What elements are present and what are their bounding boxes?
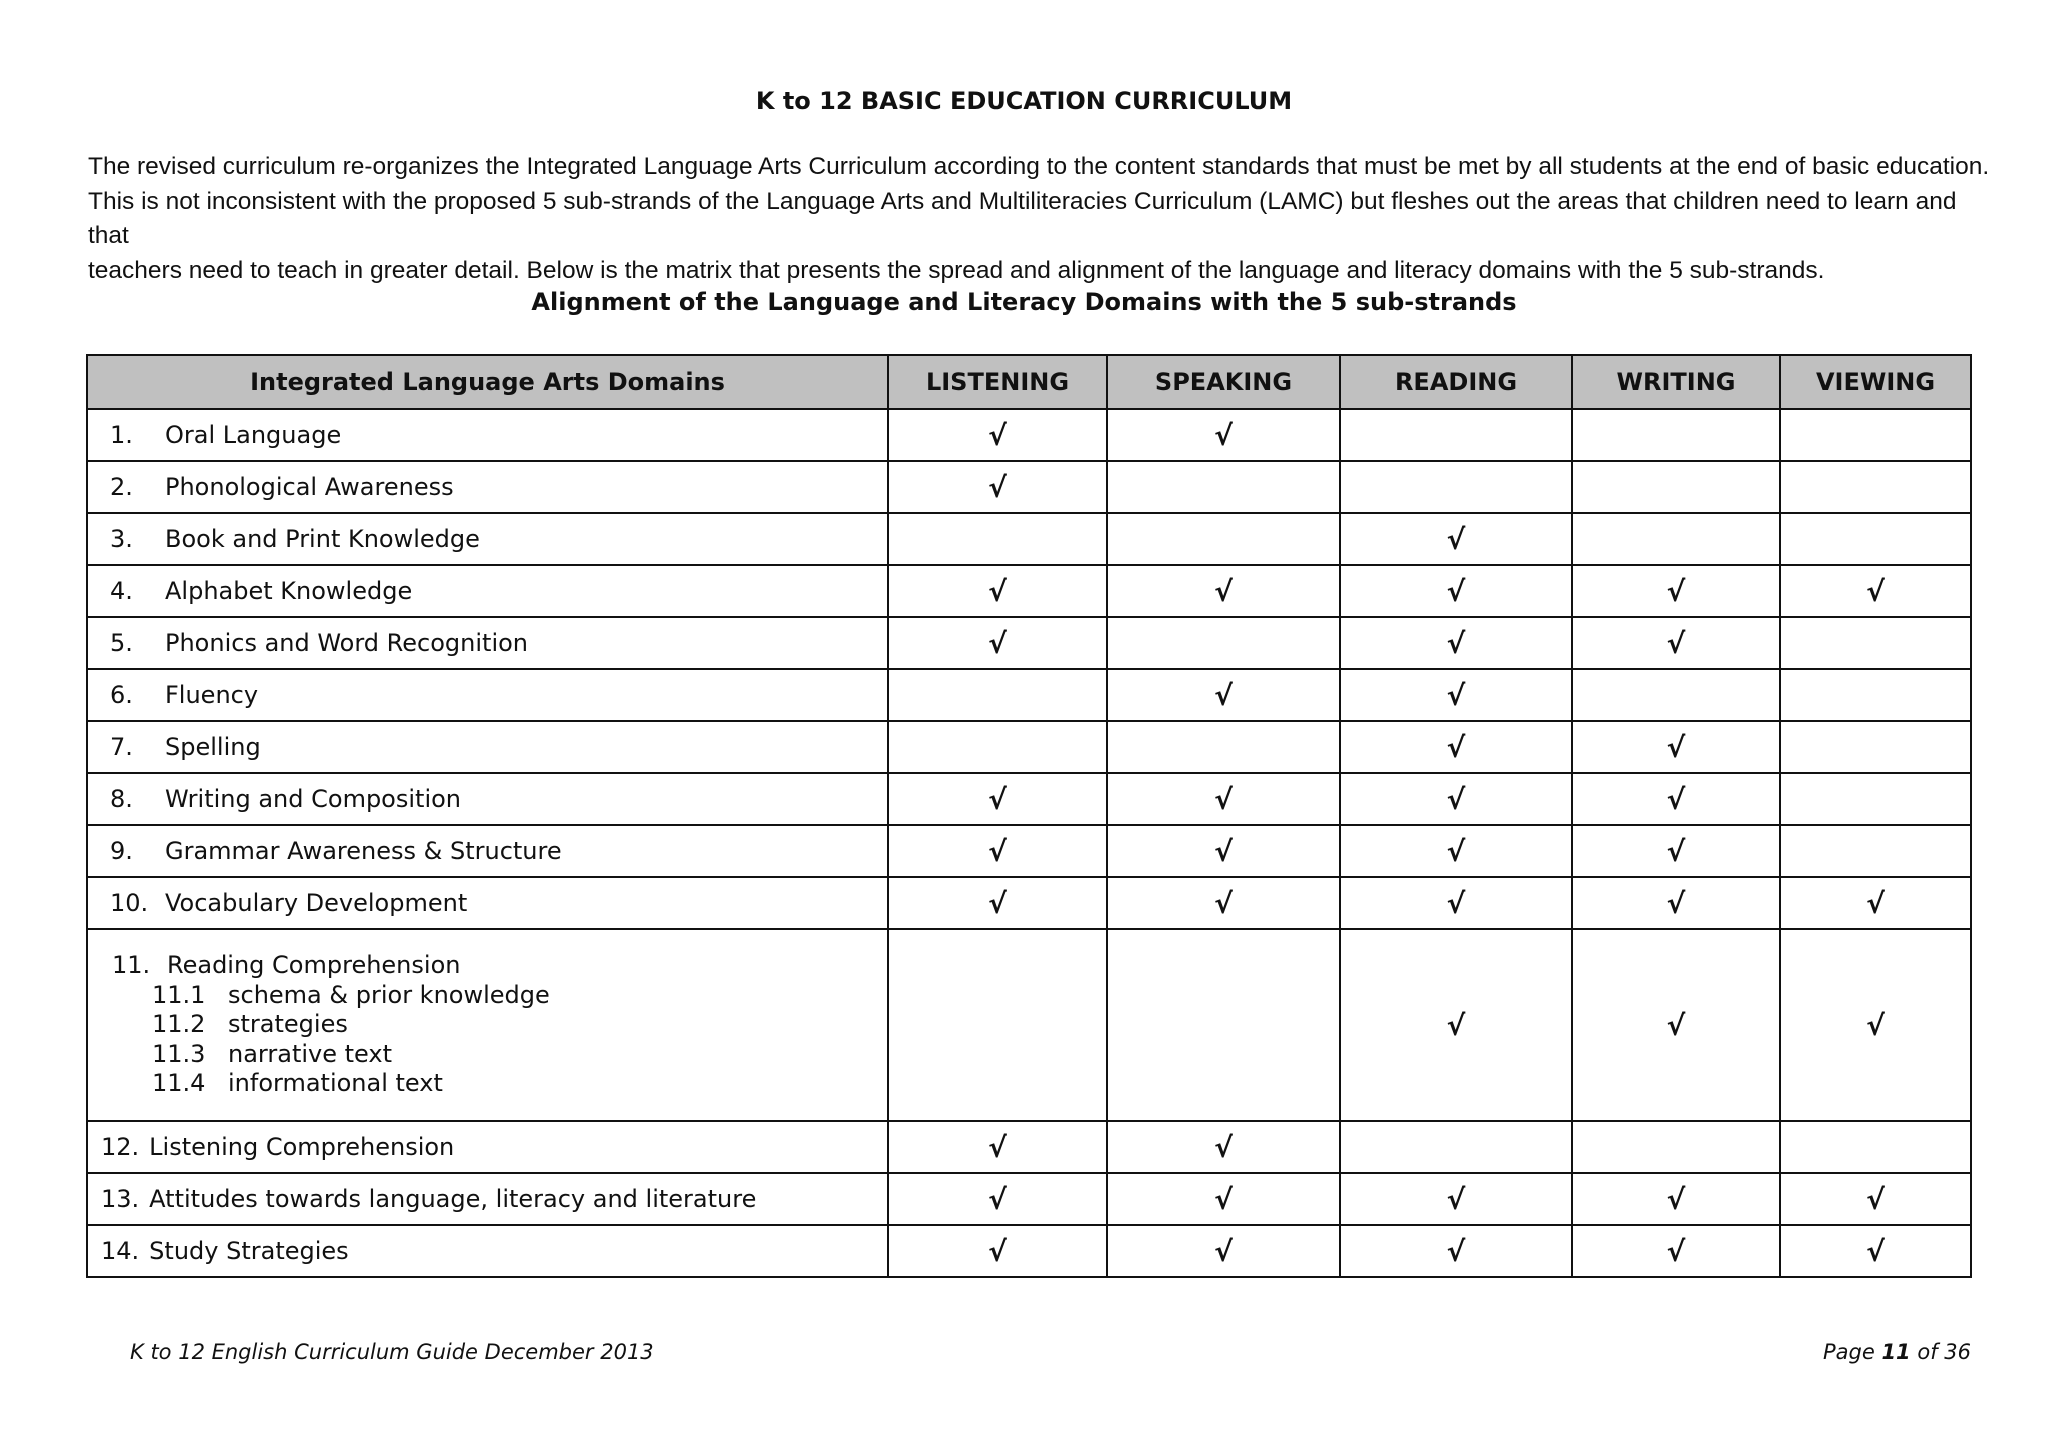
domain-number: 5. [110, 629, 133, 657]
domain-cell [87, 565, 888, 617]
check-mark-icon: √ [988, 1182, 1007, 1216]
speaking-check-cell [1107, 877, 1340, 929]
check-mark-icon: √ [1446, 1008, 1466, 1042]
page-title: K to 12 BASIC EDUCATION CURRICULUM [755, 87, 1293, 115]
writing-check-cell [1572, 409, 1780, 461]
domain-label: Alphabet Knowledge [165, 577, 413, 605]
domain-cell [87, 1173, 888, 1225]
viewing-check-cell [1780, 513, 1971, 565]
footer-page-prefix: Page [1822, 1340, 1882, 1364]
writing-check-cell [1572, 929, 1780, 1121]
reading-check-cell [1340, 929, 1572, 1121]
table-title: Alignment of the Language and Literacy Domains with the 5 sub-strands [531, 288, 1517, 316]
table-row [87, 1173, 1971, 1225]
speaking-check-cell [1107, 617, 1340, 669]
subitem-label: informational text [228, 1069, 443, 1098]
table-row [87, 409, 1971, 461]
viewing-check-cell [1780, 565, 1971, 617]
listening-check-cell [888, 409, 1107, 461]
writing-check-cell [1572, 1225, 1780, 1277]
viewing-check-cell [1780, 929, 1971, 1121]
writing-check-cell [1572, 1173, 1780, 1225]
check-mark-icon: √ [1666, 1182, 1686, 1216]
reading-check-cell [1340, 1173, 1572, 1225]
viewing-check-cell [1780, 721, 1971, 773]
table-row [87, 877, 1971, 929]
domain-subitem [112, 1040, 887, 1070]
check-mark-icon: √ [1866, 574, 1885, 608]
footer-guide-title: K to 12 English Curriculum Guide December 2013 [130, 1340, 654, 1364]
domain-number: 7. [110, 733, 133, 761]
check-mark-icon: √ [988, 418, 1007, 452]
subitem-number: 11.4 [152, 1069, 206, 1098]
reading-check-cell [1340, 565, 1572, 617]
footer-current-page: 11 [1881, 1340, 1911, 1364]
writing-check-cell [1572, 513, 1780, 565]
subitem-label: narrative text [228, 1039, 392, 1068]
speaking-check-cell [1107, 1121, 1340, 1173]
writing-check-cell [1572, 773, 1780, 825]
table-row [87, 617, 1971, 669]
domain-number: 2. [110, 473, 133, 501]
speaking-check-cell [1107, 461, 1340, 513]
domain-label: Study Strategies [149, 1237, 349, 1265]
domain-number: 11. [112, 951, 151, 980]
domain-cell [87, 825, 888, 877]
viewing-check-cell [1780, 1173, 1971, 1225]
listening-check-cell [888, 669, 1107, 721]
table-row [87, 669, 1971, 721]
check-mark-icon: √ [1666, 626, 1686, 660]
writing-check-cell [1572, 721, 1780, 773]
listening-check-cell [888, 1225, 1107, 1277]
domain-subitem [112, 981, 887, 1011]
check-mark-icon: √ [988, 626, 1007, 660]
header-listening: LISTENING [888, 355, 1107, 409]
check-mark-icon: √ [1214, 1234, 1233, 1268]
speaking-check-cell [1107, 825, 1340, 877]
domain-label: Writing and Composition [165, 785, 462, 813]
check-mark-icon: √ [988, 1234, 1007, 1268]
check-mark-icon: √ [988, 574, 1007, 608]
table-row [87, 1225, 1971, 1277]
check-mark-icon: √ [1866, 886, 1885, 920]
speaking-check-cell [1107, 929, 1340, 1121]
speaking-check-cell [1107, 721, 1340, 773]
header-viewing: VIEWING [1780, 355, 1971, 409]
reading-check-cell [1340, 461, 1572, 513]
header-domains: Integrated Language Arts Domains [87, 355, 888, 409]
domain-number: 6. [110, 681, 133, 709]
subitem-label: strategies [228, 1010, 348, 1039]
listening-check-cell [888, 617, 1107, 669]
listening-check-cell [888, 929, 1107, 1121]
reading-check-cell [1340, 409, 1572, 461]
speaking-check-cell [1107, 409, 1340, 461]
intro-line: The revised curriculum re-organizes the Integrated Language Arts Curriculum according to the content standards that must be met by all students at the end of basic education. [88, 153, 1990, 180]
writing-check-cell [1572, 617, 1780, 669]
domain-cell [87, 617, 888, 669]
check-mark-icon: √ [1214, 834, 1233, 868]
check-mark-icon: √ [988, 1130, 1007, 1164]
reading-check-cell [1340, 773, 1572, 825]
check-mark-icon: √ [1666, 730, 1686, 764]
domain-label: Grammar Awareness & Structure [165, 837, 562, 865]
header-writing: WRITING [1572, 355, 1780, 409]
viewing-check-cell [1780, 1225, 1971, 1277]
domain-label: Vocabulary Development [165, 889, 468, 917]
viewing-check-cell [1780, 669, 1971, 721]
header-speaking: SPEAKING [1107, 355, 1340, 409]
check-mark-icon: √ [1666, 574, 1686, 608]
check-mark-icon: √ [1446, 834, 1466, 868]
speaking-check-cell [1107, 773, 1340, 825]
table-row [87, 825, 1971, 877]
domain-cell [87, 929, 888, 1121]
domain-cell [87, 513, 888, 565]
alignment-matrix-table [86, 354, 1972, 1278]
intro-paragraph [88, 150, 1993, 288]
domain-label: Phonological Awareness [165, 473, 454, 501]
check-mark-icon: √ [1866, 1234, 1885, 1268]
domain-number: 10. [110, 889, 149, 917]
footer-page-suffix: of 36 [1910, 1340, 1971, 1364]
domain-label: Phonics and Word Recognition [165, 629, 528, 657]
check-mark-icon: √ [1446, 678, 1466, 712]
check-mark-icon: √ [1666, 782, 1686, 816]
subitem-label: schema & prior knowledge [228, 980, 550, 1009]
check-mark-icon: √ [1666, 834, 1686, 868]
footer-page-number [1823, 1340, 1971, 1364]
reading-check-cell [1340, 877, 1572, 929]
domain-label: Book and Print Knowledge [165, 525, 480, 553]
writing-check-cell [1572, 461, 1780, 513]
check-mark-icon: √ [1214, 418, 1233, 452]
check-mark-icon: √ [1214, 574, 1233, 608]
domain-cell [87, 461, 888, 513]
reading-check-cell [1340, 1225, 1572, 1277]
table-body [87, 409, 1971, 1277]
table-row [87, 1121, 1971, 1173]
writing-check-cell [1572, 1121, 1780, 1173]
check-mark-icon: √ [1446, 782, 1466, 816]
viewing-check-cell [1780, 825, 1971, 877]
listening-check-cell [888, 1173, 1107, 1225]
domain-cell [87, 877, 888, 929]
domain-heading [112, 951, 887, 981]
viewing-check-cell [1780, 877, 1971, 929]
listening-check-cell [888, 565, 1107, 617]
domain-cell [87, 773, 888, 825]
domain-number: 13. [101, 1185, 140, 1213]
listening-check-cell [888, 825, 1107, 877]
subitem-number: 11.2 [152, 1010, 206, 1039]
check-mark-icon: √ [1446, 1234, 1466, 1268]
domain-number: 4. [110, 577, 133, 605]
check-mark-icon: √ [1666, 1234, 1686, 1268]
check-mark-icon: √ [988, 470, 1007, 504]
listening-check-cell [888, 461, 1107, 513]
writing-check-cell [1572, 565, 1780, 617]
speaking-check-cell [1107, 669, 1340, 721]
check-mark-icon: √ [1666, 886, 1686, 920]
domain-label: Fluency [165, 681, 259, 709]
check-mark-icon: √ [1446, 730, 1466, 764]
viewing-check-cell [1780, 461, 1971, 513]
domain-number: 1. [110, 421, 133, 449]
listening-check-cell [888, 721, 1107, 773]
listening-check-cell [888, 877, 1107, 929]
check-mark-icon: √ [1446, 886, 1466, 920]
table-row [87, 721, 1971, 773]
domain-number: 9. [110, 837, 133, 865]
listening-check-cell [888, 773, 1107, 825]
listening-check-cell [888, 513, 1107, 565]
writing-check-cell [1572, 877, 1780, 929]
check-mark-icon: √ [1446, 522, 1466, 556]
table-row [87, 513, 1971, 565]
check-mark-icon: √ [988, 834, 1007, 868]
viewing-check-cell [1780, 409, 1971, 461]
domain-label: Oral Language [165, 421, 342, 449]
domain-number: 12. [101, 1133, 140, 1161]
domain-subitem [112, 1010, 887, 1040]
check-mark-icon: √ [988, 782, 1007, 816]
viewing-check-cell [1780, 1121, 1971, 1173]
check-mark-icon: √ [1666, 1008, 1686, 1042]
domain-cell [87, 1121, 888, 1173]
reading-check-cell [1340, 669, 1572, 721]
speaking-check-cell [1107, 1173, 1340, 1225]
check-mark-icon: √ [1866, 1182, 1885, 1216]
check-mark-icon: √ [1214, 678, 1233, 712]
domain-label: Attitudes towards language, literacy and literature [149, 1185, 757, 1213]
domain-number: 14. [101, 1237, 140, 1265]
check-mark-icon: √ [1214, 782, 1233, 816]
table-row [87, 773, 1971, 825]
check-mark-icon: √ [1446, 574, 1466, 608]
check-mark-icon: √ [1866, 1008, 1885, 1042]
domain-label: Listening Comprehension [149, 1133, 455, 1161]
listening-check-cell [888, 1121, 1107, 1173]
speaking-check-cell [1107, 513, 1340, 565]
reading-check-cell [1340, 617, 1572, 669]
reading-check-cell [1340, 825, 1572, 877]
domain-number: 3. [110, 525, 133, 553]
domain-cell [87, 721, 888, 773]
domain-cell [87, 1225, 888, 1277]
writing-check-cell [1572, 669, 1780, 721]
speaking-check-cell [1107, 1225, 1340, 1277]
check-mark-icon: √ [988, 886, 1007, 920]
writing-check-cell [1572, 825, 1780, 877]
intro-line: This is not inconsistent with the proposed 5 sub-strands of the Language Arts and Multiliteracies Curriculum (LAMC) but fleshes out the areas that children need to learn and that [88, 187, 1957, 249]
speaking-check-cell [1107, 565, 1340, 617]
reading-check-cell [1340, 721, 1572, 773]
domain-cell [87, 409, 888, 461]
domain-subitem [112, 1069, 887, 1099]
check-mark-icon: √ [1446, 626, 1466, 660]
domain-cell [87, 669, 888, 721]
table-row [87, 565, 1971, 617]
table-row [87, 461, 1971, 513]
viewing-check-cell [1780, 617, 1971, 669]
viewing-check-cell [1780, 773, 1971, 825]
reading-check-cell [1340, 1121, 1572, 1173]
reading-check-cell [1340, 513, 1572, 565]
intro-line: teachers need to teach in greater detail. Below is the matrix that presents the spread and alignment of the language and literacy domains with the 5 sub-strands. [88, 256, 1825, 284]
subitem-number: 11.3 [152, 1039, 206, 1068]
check-mark-icon: √ [1446, 1182, 1466, 1216]
header-reading: READING [1340, 355, 1572, 409]
check-mark-icon: √ [1214, 886, 1233, 920]
table-row [87, 929, 1971, 1121]
domain-label: Reading Comprehension [167, 951, 461, 980]
check-mark-icon: √ [1214, 1182, 1233, 1216]
subitem-number: 11.1 [152, 980, 206, 1009]
table-header-row [87, 355, 1971, 409]
domain-label: Spelling [165, 733, 261, 761]
check-mark-icon: √ [1214, 1130, 1233, 1164]
domain-number: 8. [110, 785, 133, 813]
